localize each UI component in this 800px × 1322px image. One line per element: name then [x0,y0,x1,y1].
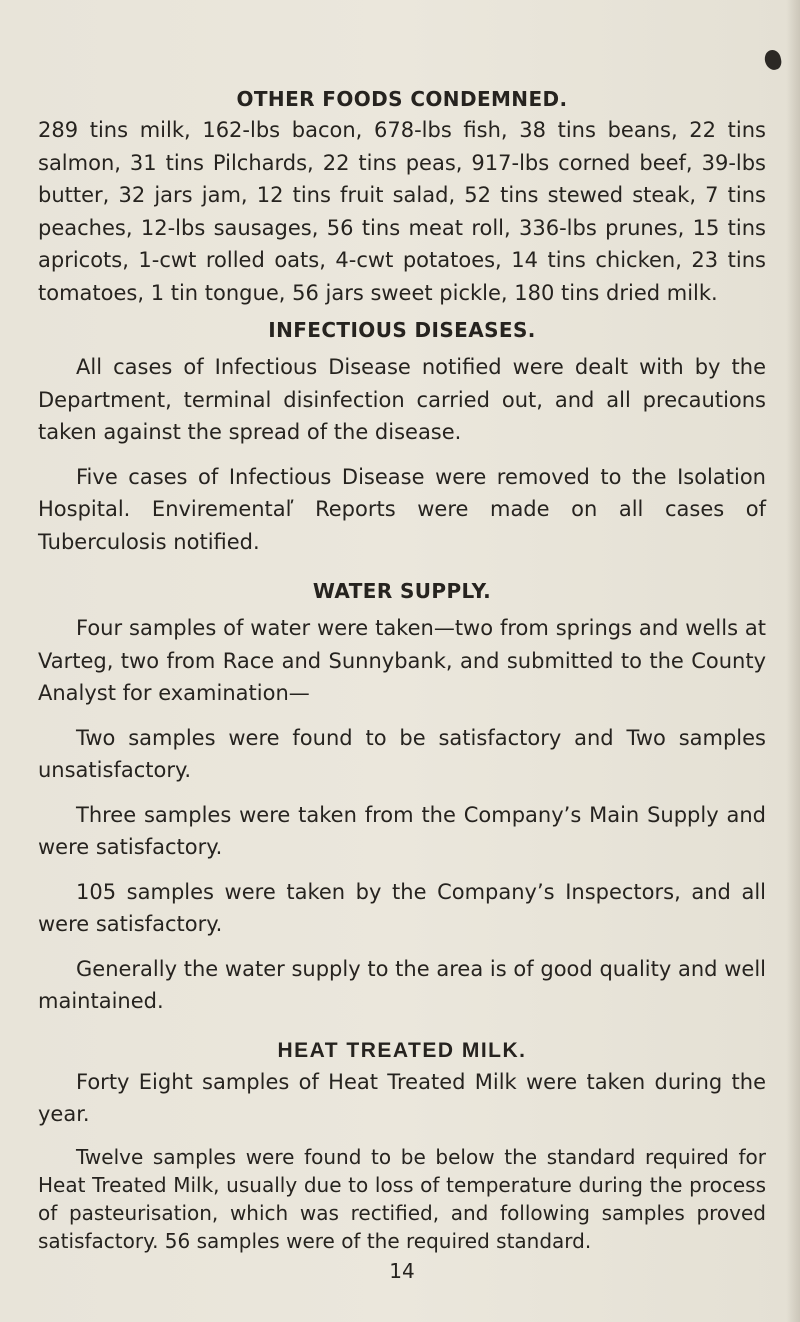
page-edge-shadow [786,0,800,1322]
heading-infectious-diseases: INFECTIOUS DISEASES. [268,318,536,342]
paragraph-water-3: Three samples were taken from the Company’s Main Supply and were satisfactory. [38,802,766,859]
heading-water-supply: WATER SUPPLY. [312,579,492,603]
paragraph-water-2: Two samples were found to be satisfactory and Two samples unsatisfactory. [38,725,766,782]
paragraph-water-1: Four samples of water were taken—two from springs and wells at Varteg, two from Race and Sunnybank, and submitted to the County Analyst for examination— [38,616,766,705]
paragraph-water-5: Generally the water supply to the area is of good quality and well maintained. [38,956,766,1013]
heading-other-foods: OTHER FOODS CONDEMNED. [236,87,568,111]
paragraph-infectious-2: Five cases of Infectious Disease were removed to the Isolation Hospital. Envirementaľ Reports were made on all cases of Tuberculosis notified. [38,464,766,554]
paragraph-water-4: 105 samples were taken by the Company’s Inspectors, and all were satisfactory. [38,879,766,936]
document-body [38,84,766,1285]
paragraph-infectious-1: All cases of Infectious Disease notified were dealt with by the Department, terminal disinfection carried out, and all precautions taken against the spread of the disease. [38,355,766,444]
paragraph-milk-2: Twelve samples were found to be below the standard required for Heat Treated Milk, usually due to loss of temperature during the process of pasteurisation, which was rectified, and following samples proved satisfactory. 56 samples were of the required standard. [38,1144,766,1253]
paragraph-other-foods-list: 289 tins milk, 162-lbs bacon, 678-lbs fish, 38 tins beans, 22 tins salmon, 31 tins Pilchards, 22 tins peas, 917-lbs corned beef, 39-lbs butter, 32 jars jam, 12 tins fruit salad, 52 tins stewed steak, 7 tins peaches, 12-lbs sausages, 56 tins meat roll, 336-lbs prunes, 15 tins apricots, 1-cwt rolled oats, 4-cwt potatoes, 14 tins chicken, 23 tins tomatoes, 1 tin tongue, 56 jars sweet pickle, 180 tins dried milk. [38,118,766,305]
page-number: 14 [389,1258,415,1283]
ink-blot-mark [763,49,783,72]
heading-heat-treated-milk: HEAT TREATED MILK. [277,1038,527,1062]
paragraph-milk-1: Forty Eight samples of Heat Treated Milk were taken during the year. [38,1069,766,1126]
